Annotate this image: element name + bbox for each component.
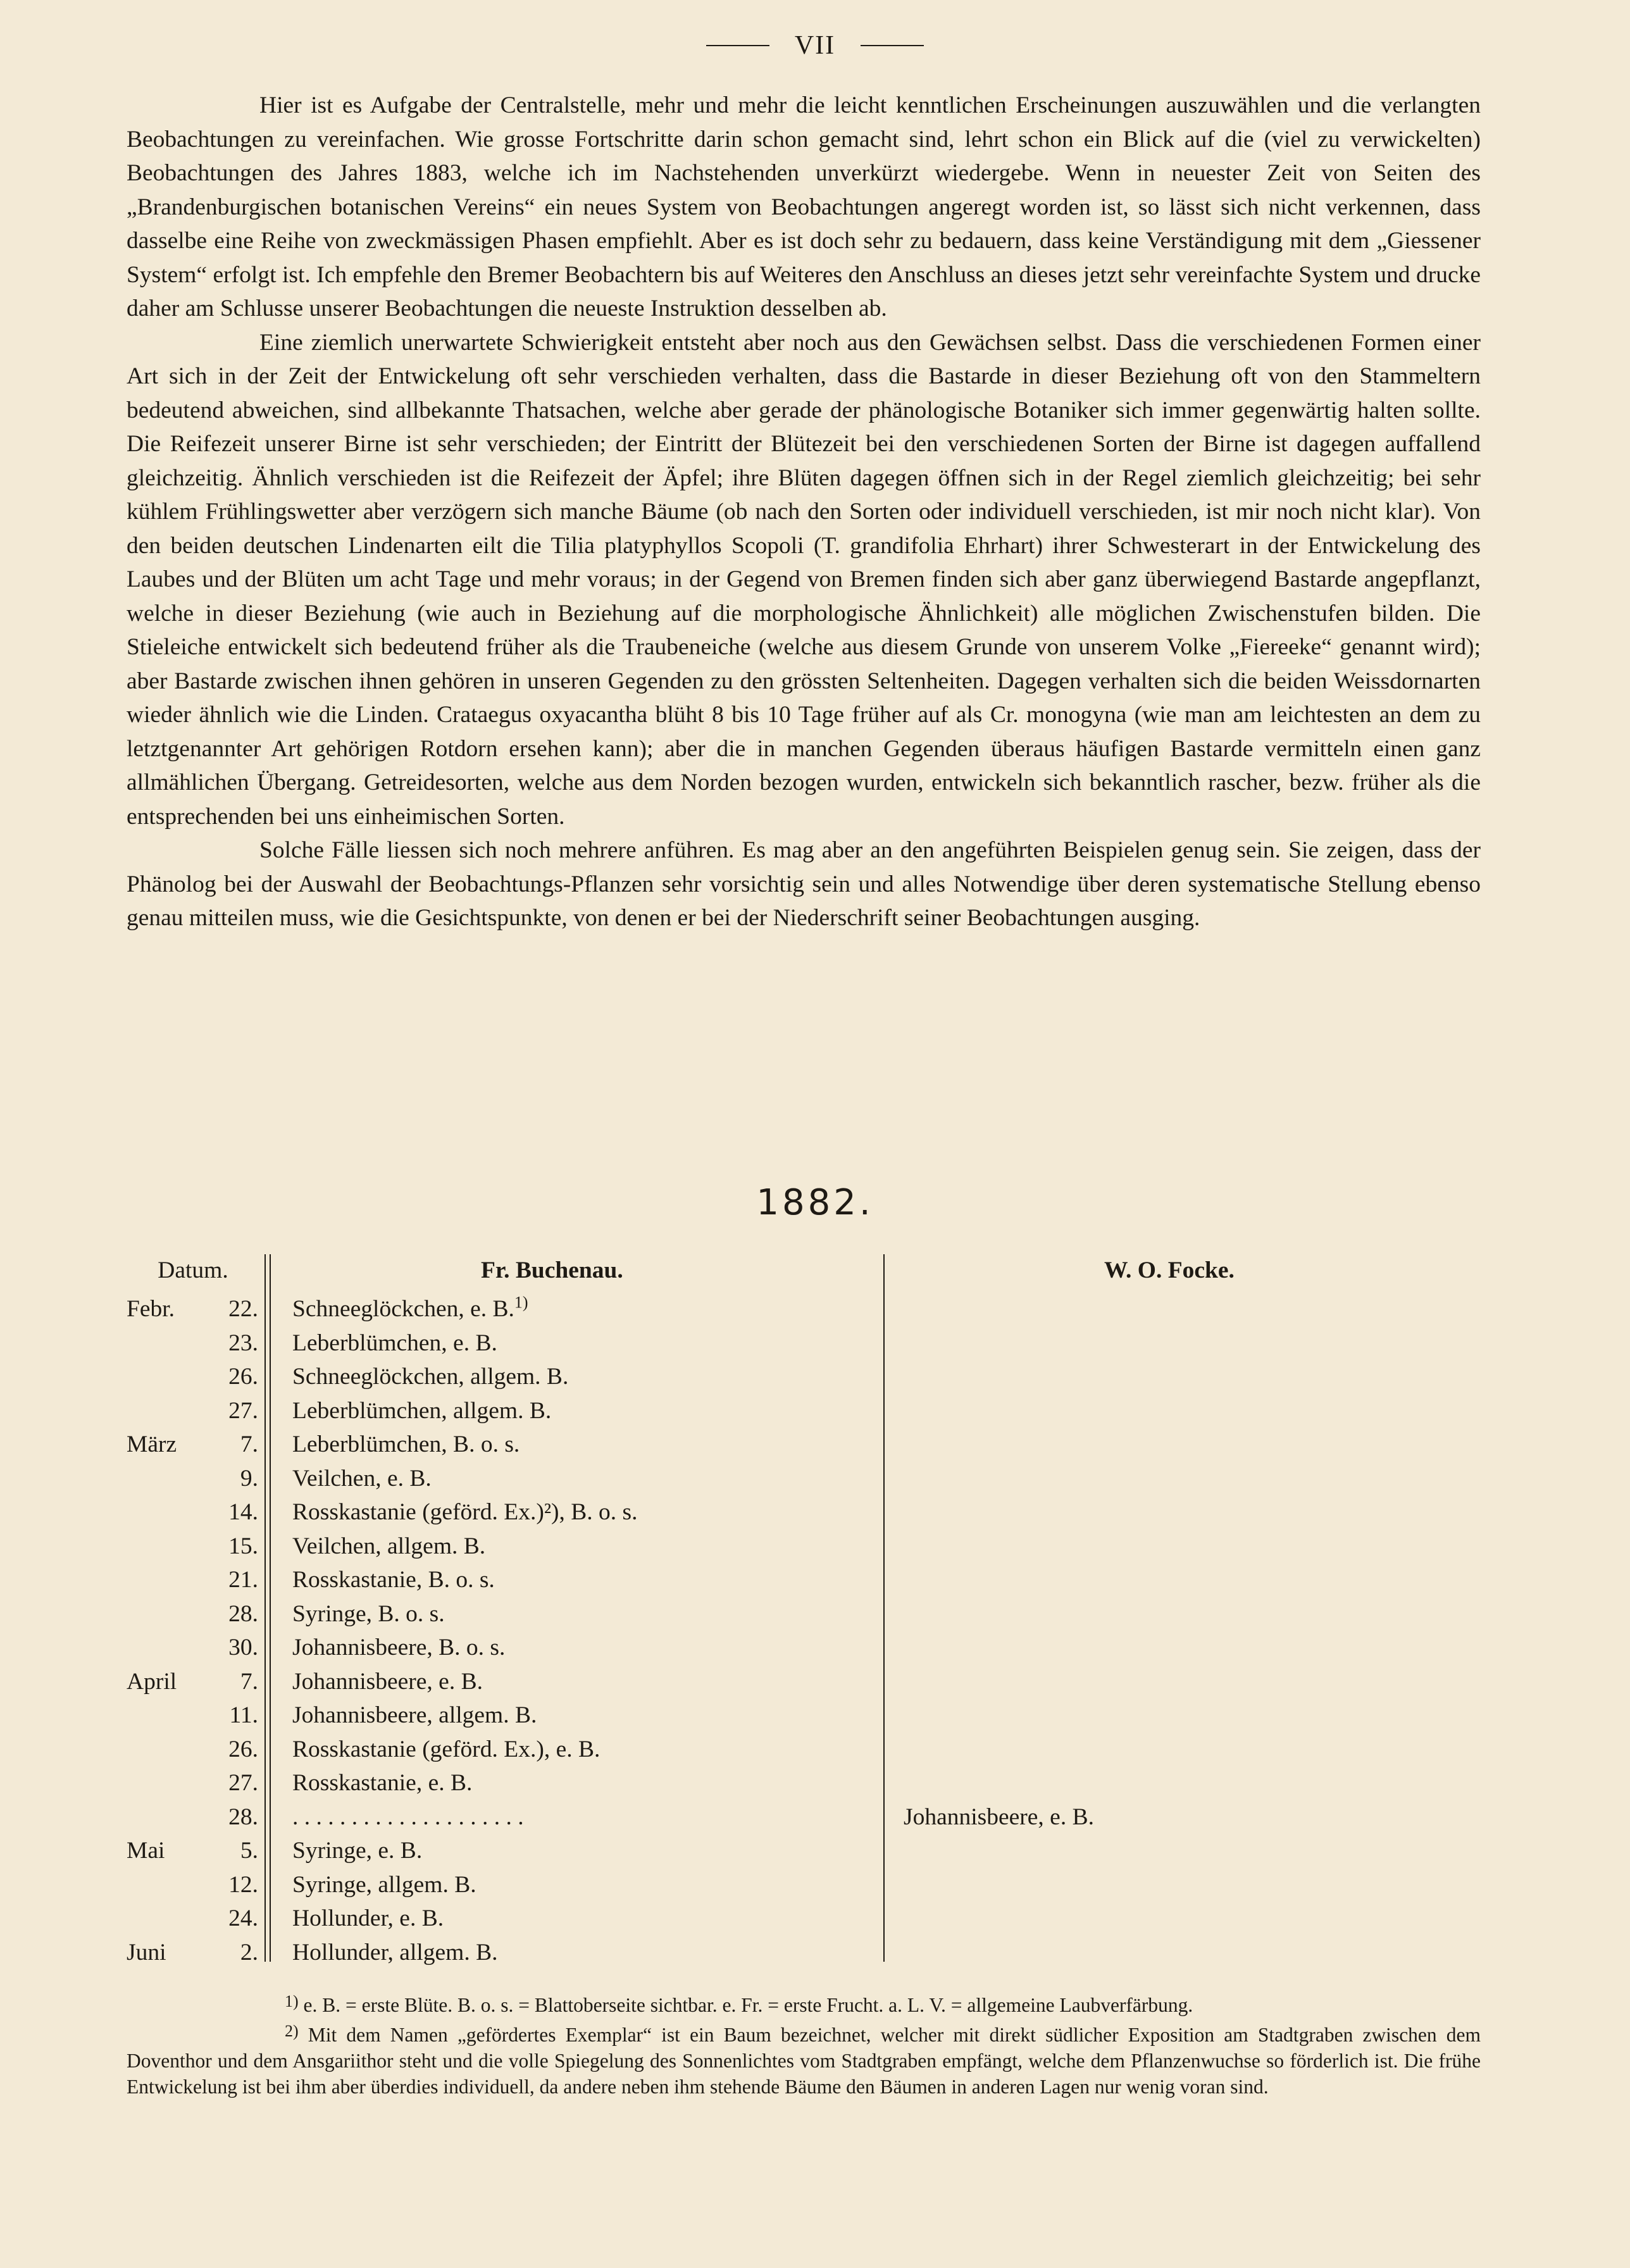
cell-day [190,1563,258,1597]
cell-buchenau-text: Veilchen, e. B. [292,1465,432,1492]
cell-month [127,1834,184,1868]
cell-buchenau [292,1800,524,1835]
cell-day-text: 15. [228,1533,258,1559]
cell-day-text: 21. [228,1567,258,1593]
table-row [127,1292,1481,1326]
cell-buchenau-text: Rosskastanie, B. o. s. [292,1567,495,1593]
cell-day-text: 28. [228,1804,258,1830]
cell-month-text: März [127,1431,177,1457]
cell-month-text: Febr. [127,1296,175,1322]
cell-buchenau-text: . . . . . . . . . . . . . . . . . . . . [292,1804,524,1830]
table-body [127,1292,1481,1969]
cell-day-text: 30. [228,1635,258,1660]
table-row [127,1733,1481,1767]
table-row [127,1563,1481,1597]
cell-buchenau-text: Schneeglöckchen, allgem. B. [292,1364,569,1390]
table-row [127,1326,1481,1361]
footnote [127,1988,1481,2018]
cell-buchenau-text: Hollunder, allgem. B. [292,1939,498,1966]
cell-day-text: 24. [228,1905,258,1931]
table-header [127,1248,1481,1292]
cell-day-text: 14. [228,1499,258,1525]
footnote-text: e. B. = erste Blüte. B. o. s. = Blattoberseite sichtbar. e. Fr. = erste Frucht. a. L. V. = allgemeine Laubverfärbung. [303,1994,1193,2016]
cell-day [190,1800,258,1835]
cell-month-text: April [127,1668,177,1695]
cell-buchenau [292,1530,485,1564]
cell-day [190,1597,258,1631]
cell-buchenau-text: Veilchen, allgem. B. [292,1533,486,1559]
column-header-focke: W. O. Focke. [1104,1257,1235,1283]
cell-day-text: 26. [228,1364,258,1390]
cell-day-text: 22. [228,1296,258,1322]
observation-table [127,1248,1481,1969]
table-row [127,1665,1481,1699]
cell-focke-text: Johannisbeere, e. B. [904,1804,1094,1830]
cell-month [127,1292,184,1326]
cell-day-text: 7. [240,1668,258,1695]
column-header-buchenau: Fr. Buchenau. [481,1257,623,1283]
cell-buchenau [292,1834,422,1868]
table-row [127,1597,1481,1631]
cell-buchenau-text: Schneeglöckchen, e. B. [292,1296,514,1322]
cell-buchenau [292,1462,432,1496]
cell-buchenau [292,1326,497,1361]
cell-buchenau [292,1597,445,1631]
footnote-marker: 2) [285,2022,299,2040]
cell-buchenau-text: Leberblümchen, B. o. s. [292,1431,520,1457]
cell-buchenau [292,1360,568,1394]
cell-day-text: 9. [240,1465,258,1492]
cell-buchenau [292,1394,551,1428]
cell-buchenau-text: Syringe, e. B. [292,1838,423,1864]
page-header [0,27,1630,65]
paragraph: Hier ist es Aufgabe der Centralstelle, mehr und mehr die leicht kenntlichen Erscheinungen auszuwählen und die verlangten Beobachtungen zu vereinfachen. Wie grosse Fortschritte darin schon gemacht sind, lehrt schon ein Blick auf die (viel zu verwickelten) Beobachtungen des Jahres 1883, welche ich im Nachstehenden unverkürzt wiedergebe. Wenn in neuester Zeit von Seiten des „Brandenburgischen botanischen Vereins“ ein neues System von Beobachtungen angeregt worden ist, so lässt sich nicht verkennen, dass dasselbe eine Reihe von zweckmässigen Phasen empfiehlt. Aber es ist doch sehr zu bedauern, dass keine Verständigung mit dem „Giessener System“ erfolgt ist. Ich empfehle den Bremer Beobachtern bis auf Weiteres den Anschluss an dieses jetzt sehr vereinfachte System und drucke daher am Schlusse unserer Beobachtungen die neueste Instruktion desselben ab. [127,92,1481,321]
cell-day [190,1428,258,1462]
cell-day [190,1495,258,1530]
cell-buchenau [292,1428,519,1462]
cell-day-text: 27. [228,1770,258,1796]
cell-buchenau-text: Johannisbeere, B. o. s. [292,1635,506,1660]
cell-buchenau-text: Johannisbeere, e. B. [292,1668,483,1695]
cell-day [190,1733,258,1767]
cell-buchenau-text: Rosskastanie, e. B. [292,1770,473,1796]
cell-day-text: 28. [228,1600,258,1627]
cell-day [190,1834,258,1868]
cell-day-text: 23. [228,1330,258,1356]
cell-buchenau [292,1665,483,1699]
cell-buchenau [292,1563,495,1597]
cell-day-text: 27. [228,1397,258,1424]
cell-buchenau-text: Leberblümchen, allgem. B. [292,1397,552,1424]
footnote [127,2018,1481,2100]
header-rule-right [861,45,924,46]
cell-buchenau [292,1698,537,1733]
cell-day [190,1530,258,1564]
cell-day [190,1462,258,1496]
year-heading: 1882. [756,1182,874,1223]
cell-buchenau [292,1733,600,1767]
table-row [127,1766,1481,1800]
cell-day [190,1292,258,1326]
table-row [127,1800,1481,1835]
cell-buchenau-text: Syringe, allgem. B. [292,1871,476,1898]
table-row [127,1394,1481,1428]
cell-day [190,1698,258,1733]
footnotes [127,1988,1481,2100]
cell-buchenau-text: Hollunder, e. B. [292,1905,444,1931]
cell-day-text: 2. [240,1939,258,1966]
cell-buchenau-text: Leberblümchen, e. B. [292,1330,497,1356]
table-row [127,1902,1481,1936]
footnote-reference: 1) [514,1293,528,1312]
cell-month-text: Mai [127,1838,165,1864]
table-row [127,1428,1481,1462]
table-row [127,1360,1481,1394]
table-row [127,1936,1481,1970]
cell-day-text: 5. [240,1838,258,1864]
column-header-datum: Datum. [158,1257,228,1283]
cell-day [190,1868,258,1902]
cell-buchenau [292,1631,505,1665]
cell-day [190,1902,258,1936]
cell-buchenau [292,1766,472,1800]
cell-buchenau [292,1902,444,1936]
cell-buchenau-text: Syringe, B. o. s. [292,1600,445,1627]
cell-buchenau [292,1292,528,1326]
table-row [127,1834,1481,1868]
table-row [127,1698,1481,1733]
cell-day-text: 7. [240,1431,258,1457]
table-row [127,1462,1481,1496]
page-number: VII [794,31,836,60]
cell-month [127,1665,184,1699]
cell-buchenau [292,1868,476,1902]
cell-buchenau [292,1495,638,1530]
cell-day [190,1360,258,1394]
paragraph: Eine ziemlich unerwartete Schwierigkeit entsteht aber noch aus den Gewächsen selbst. Dass die verschiedenen Formen einer Art sich in der Zeit der Entwickelung oft sehr verschieden verhalten, dass die Bastarde in dieser Beziehung oft von den Stammeltern bedeutend abweichen, sind allbekannte Thatsachen, welche aber gerade der phänologische Botaniker sich immer gegenwärtig halten sollte. Die Reifezeit unserer Birne ist sehr verschieden; der Eintritt der Blütezeit bei den verschiedenen Sorten der Birne ist dagegen auffallend gleichzeitig. Ähnlich verschieden ist die Reifezeit der Äpfel; ihre Blüten dagegen öffnen sich in der Regel ziemlich gleichzeitig; bei sehr kühlem Frühlingswetter aber verzögern sich manche Bäume (ob nach den Sorten oder individuell verschieden, ist mir noch nicht klar). Von den beiden deutschen Lindenarten eilt die Tilia platyphyllos Scopoli (T. grandifolia Ehrhart) ihrer Schwesterart in der Entwickelung des Laubes und der Blüten um acht Tage und mehr voraus; in der Gegend von Bremen finden sich aber ganz überwiegend Bastarde angepflanzt, welche in dieser Beziehung (wie auch in Beziehung auf die morphologische Ähnlichkeit) alle möglichen Zwischenstufen bilden. Die Stieleiche entwickelt sich bedeutend früher als die Traubeneiche (welche aus diesem Grunde von unserem Volke „Fiereeke“ genannt wird); aber Bastarde zwischen ihnen gehören in unseren Gegenden zu den grössten Seltenheiten. Dagegen verhalten sich die beiden Weissdornarten wieder ähnlich wie die Linden. Crataegus oxyacantha blüht 8 bis 10 Tage früher auf als Cr. monogyna (wie man am leichtesten an dem zu letztgenannter Art gehörigen Rotdorn ersehen kann); aber die in manchen Gegenden überaus häufigen Bastarde vermitteln einen ganz allmählichen Übergang. Getreidesorten, welche aus dem Norden bezogen wurden, entwickeln sich bekanntlich rascher, bezw. früher als die entsprechenden bei uns einheimischen Sorten. [127,329,1481,830]
cell-day [190,1766,258,1800]
body-text [127,89,1481,935]
cell-day-text: 26. [228,1736,258,1762]
cell-day-text: 11. [229,1702,258,1728]
cell-month [127,1428,184,1462]
cell-buchenau [292,1936,497,1970]
cell-buchenau-text: Johannisbeere, allgem. B. [292,1702,537,1728]
table-row [127,1530,1481,1564]
footnote-marker: 1) [285,1992,299,2010]
footnote-text: Mit dem Namen „gefördertes Exemplar“ ist ein Baum bezeichnet, welcher mit direkt südlicher Exposition am Stadtgraben zwischen dem Doventhor und dem Ansgariithor steht und die volle Spiegelung des Sonnenlichtes vom Stadtgraben empfängt, welche dem Pflanzenwuchse so förderlich ist. Die frühe Entwickelung ist bei ihm aber überdies individuell, da andere neben ihm stehende Bäume den Bäumen in anderen Lagen nur wenig voran sind. [127,2024,1481,2098]
cell-day [190,1665,258,1699]
header-rule-left [706,45,769,46]
cell-focke [904,1800,1094,1835]
cell-month-text: Juni [127,1939,166,1966]
cell-day-text: 12. [228,1871,258,1898]
table-row [127,1631,1481,1665]
cell-day [190,1326,258,1361]
cell-buchenau-text: Rosskastanie (geförd. Ex.)²), B. o. s. [292,1499,638,1525]
cell-month [127,1936,184,1970]
paragraph: Solche Fälle liessen sich noch mehrere anführen. Es mag aber an den angeführten Beispielen genug sein. Sie zeigen, dass der Phänolog bei der Auswahl der Beobachtungs-Pflanzen sehr vorsichtig sein und alles Notwendige über deren systematische Stellung ebenso genau mitteilen muss, wie die Gesichtspunkte, von denen er bei der Niederschrift seiner Beobachtungen ausging. [127,837,1481,931]
cell-day [190,1936,258,1970]
cell-buchenau-text: Rosskastanie (geförd. Ex.), e. B. [292,1736,600,1762]
table-row [127,1495,1481,1530]
table-row [127,1868,1481,1902]
cell-day [190,1394,258,1428]
cell-day [190,1631,258,1665]
